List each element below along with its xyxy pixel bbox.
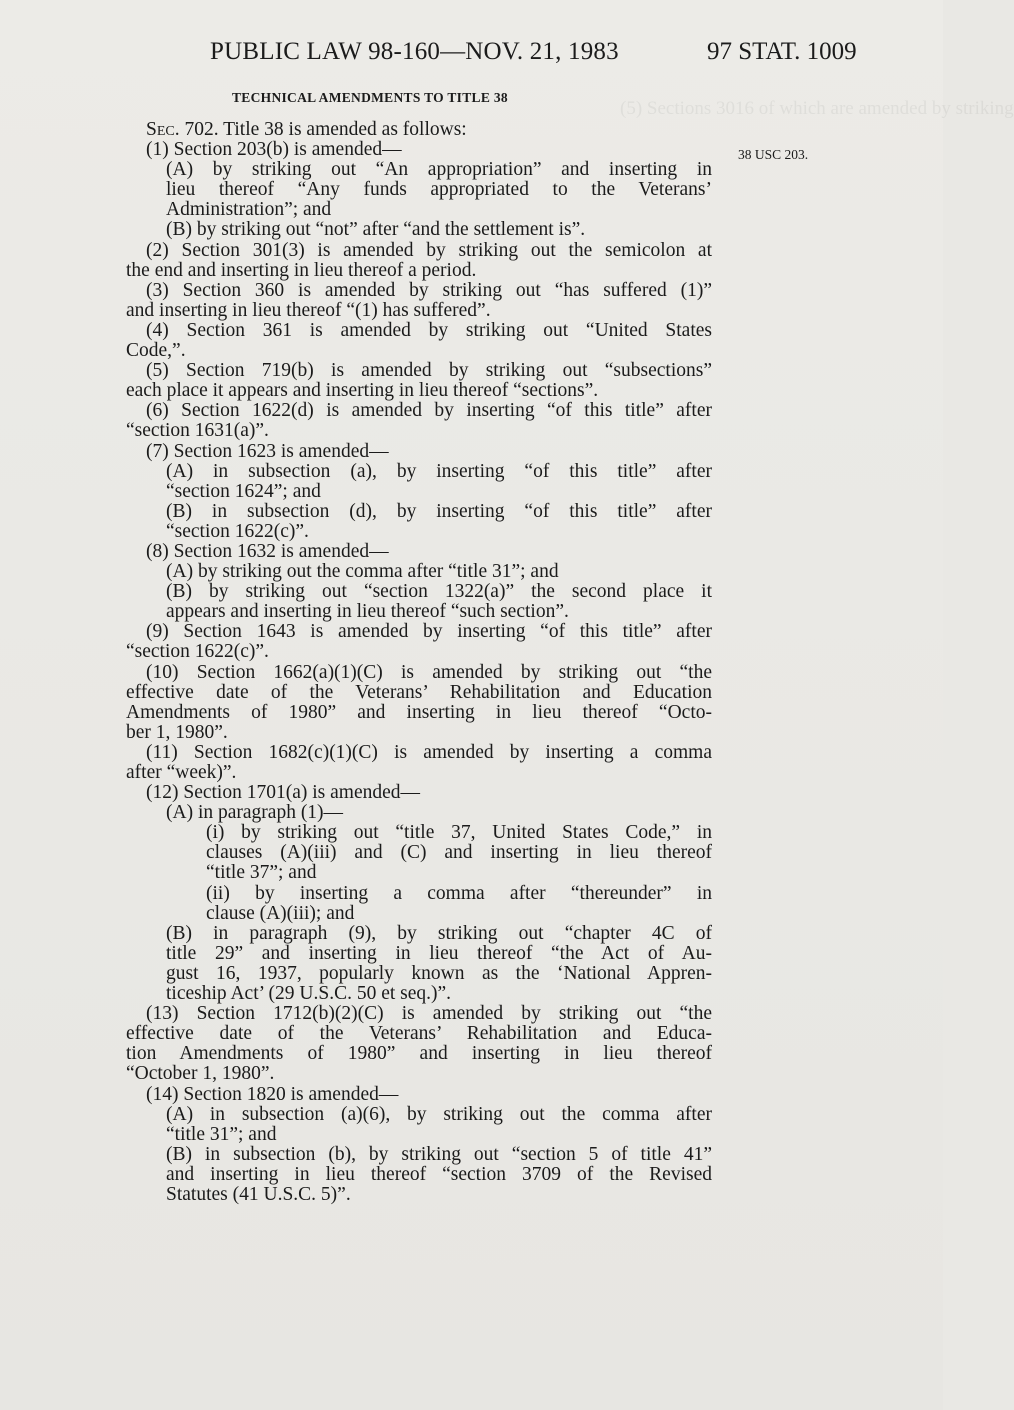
- text-line: title 29” and inserting in lieu thereof “the Act of Au-: [166, 942, 712, 964]
- text-line: (B) by striking out “not” after “and the settlement is”.: [166, 219, 586, 241]
- text-line: (3) Section 360 is amended by striking out “has suffered (1)”: [146, 279, 712, 301]
- statute-page-number: 97 STAT. 1009: [707, 38, 857, 65]
- text-line: clause (A)(iii); and: [206, 902, 355, 924]
- text-line: (5) Section 719(b) is amended by striking out “subsections”: [146, 360, 712, 382]
- text-line: (B) in subsection (b), by striking out “section 5 of title 41”: [166, 1143, 712, 1165]
- text-line: (i) by striking out “title 37, United States Code,” in: [206, 822, 712, 844]
- text-line: clauses (A)(iii) and (C) and inserting in lieu thereof: [206, 842, 712, 864]
- text-line: lieu thereof “Any funds appropriated to the Veterans’: [166, 179, 712, 201]
- text-line: [126, 120, 712, 140]
- text-line: (7) Section 1623 is amended—: [146, 440, 389, 462]
- text-line: effective date of the Veterans’ Rehabilitation and Educa-: [126, 1023, 712, 1045]
- text-line: ticeship Act’ (29 U.S.C. 50 et seq.)”.: [166, 983, 452, 1005]
- text-line: gust 16, 1937, popularly known as the ‘National Appren-: [166, 962, 712, 984]
- text-line: (B) by striking out “section 1322(a)” the second place it: [166, 581, 712, 603]
- section-label: Sec.: [146, 119, 180, 140]
- text-line-content: 702. Title 38 is amended as follows:: [179, 119, 467, 140]
- text-line: “October 1, 1980”.: [126, 1063, 275, 1085]
- text-line: (14) Section 1820 is amended—: [146, 1083, 399, 1105]
- text-line: “section 1631(a)”.: [126, 420, 269, 442]
- text-line: the end and inserting in lieu thereof a period.: [126, 259, 477, 281]
- text-line: after “week)”.: [126, 762, 237, 783]
- text-line: (2) Section 301(3) is amended by striking out the semicolon at: [146, 239, 712, 261]
- text-line: “section 1622(c)”.: [126, 641, 269, 663]
- text-line: (B) in subsection (d), by inserting “of this title” after: [166, 500, 712, 522]
- text-line: (9) Section 1643 is amended by inserting “of this title” after: [146, 621, 712, 643]
- text-line: “title 37”; and: [206, 862, 317, 884]
- page-header: [0, 38, 943, 70]
- text-line: (8) Section 1632 is amended—: [146, 540, 389, 562]
- text-line: (A) by striking out “An appropriation” and inserting in: [166, 159, 712, 181]
- text-line: (4) Section 361 is amended by striking out “United States: [146, 319, 712, 341]
- text-line: ber 1, 1980”.: [126, 721, 228, 743]
- text-line: Statutes (41 U.S.C. 5)”.: [166, 1183, 351, 1205]
- text-line: “section 1624”; and: [166, 480, 321, 502]
- text-line: (12) Section 1701(a) is amended—: [146, 782, 421, 804]
- text-line: effective date of the Veterans’ Rehabilitation and Education: [126, 681, 712, 703]
- text-line: (1) Section 203(b) is amended—: [146, 139, 402, 161]
- text-line: (A) in subsection (a)(6), by striking out the comma after: [166, 1103, 712, 1125]
- text-line: each place it appears and inserting in lieu thereof “sections”.: [126, 380, 599, 402]
- running-head: PUBLIC LAW 98-160—NOV. 21, 1983: [210, 38, 619, 65]
- amendment-text: [126, 120, 712, 1205]
- text-line: (ii) by inserting a comma after “thereunder” in: [206, 882, 712, 904]
- text-line: (13) Section 1712(b)(2)(C) is amended by striking out “the: [146, 1003, 712, 1025]
- margin-citation: 38 USC 203.: [738, 147, 809, 162]
- text-line: (A) in paragraph (1)—: [166, 802, 344, 824]
- text-line: tion Amendments of 1980” and inserting in lieu thereof: [126, 1043, 712, 1065]
- text-line: (A) in subsection (a), by inserting “of this title” after: [166, 460, 712, 482]
- text-line: Administration”; and: [166, 199, 332, 221]
- text-line: (B) in paragraph (9), by striking out “chapter 4C of: [166, 922, 712, 944]
- bleed-through-text: (5) Sections 3016 of which are amended by striking: [620, 98, 1014, 119]
- text-line: and inserting in lieu thereof “(1) has suffered”.: [126, 299, 491, 321]
- section-heading: TECHNICAL AMENDMENTS TO TITLE 38: [232, 90, 508, 105]
- text-line: “section 1622(c)”.: [166, 520, 309, 542]
- text-line: Code,”.: [126, 340, 186, 362]
- text-line: (11) Section 1682(c)(1)(C) is amended by inserting a comma: [146, 741, 712, 763]
- text-line: and inserting in lieu thereof “section 3709 of the Revised: [166, 1163, 712, 1185]
- text-line: “title 31”; and: [166, 1123, 277, 1145]
- text-line: appears and inserting in lieu thereof “such section”.: [166, 601, 569, 623]
- text-line: (A) by striking out the comma after “title 31”; and: [166, 561, 559, 583]
- text-line: Amendments of 1980” and inserting in lieu thereof “Octo-: [126, 701, 712, 723]
- text-line: (10) Section 1662(a)(1)(C) is amended by striking out “the: [146, 661, 712, 683]
- text-line: (6) Section 1622(d) is amended by inserting “of this title” after: [146, 400, 712, 422]
